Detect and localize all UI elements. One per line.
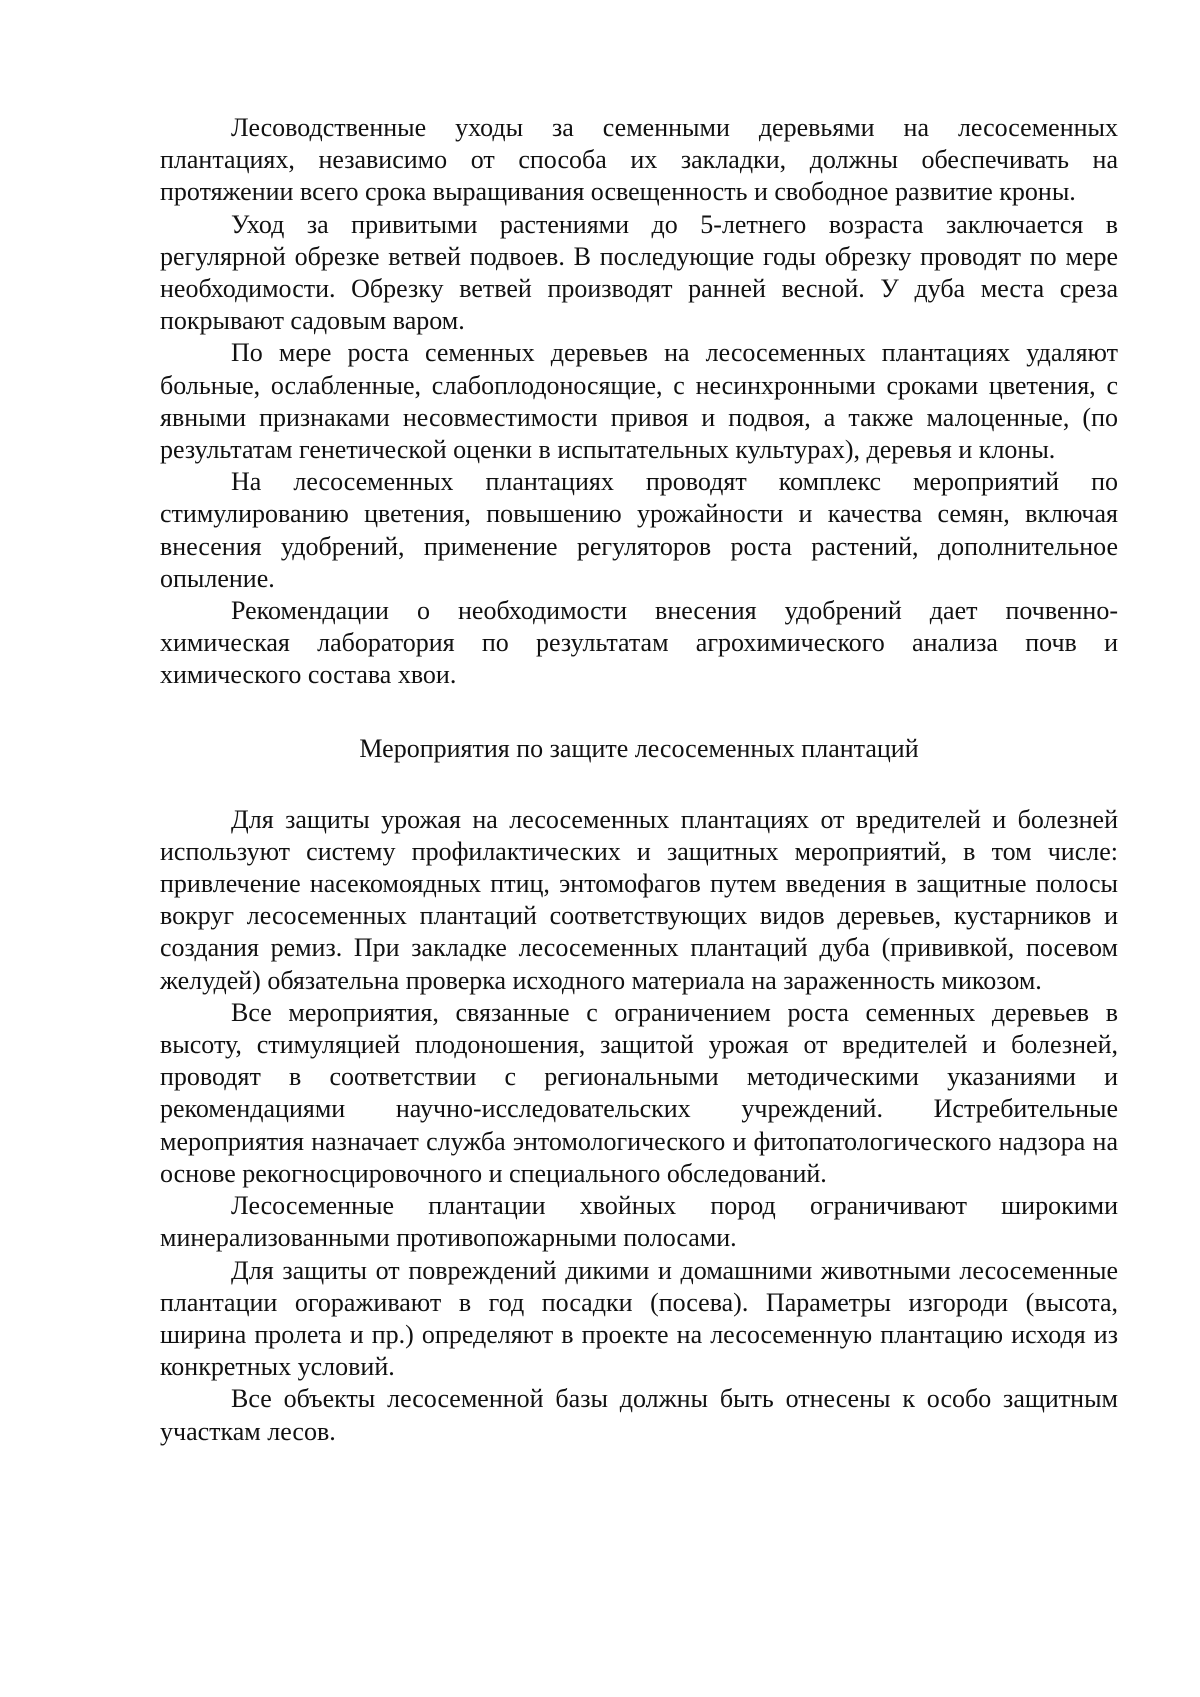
paragraph-fertilizer-recommendations: Рекомендации о необходимости внесения удобрений дает почвенно-химическая лаборатория по результатам агрохимического анализа почв и химического состава хвои. xyxy=(160,596,1118,690)
paragraph-flowering-stimulation: На лесосеменных плантациях проводят комплекс мероприятий по стимулированию цветения, повышению урожайности и качества семян, включая внесения удобрений, применение регуляторов роста растений, дополнительное опыление. xyxy=(160,467,1118,593)
paragraph-grafted-plant-care: Уход за привитыми растениями до 5-летнего возраста заключается в регулярной обрезке ветвей подвоев. В последующие годы обрезку проводят по мере необходимости. Обрезку ветвей производят ранней весной. У дуба места среза покрывают садовым варом. xyxy=(160,209,1118,336)
paragraph-fire-strips: Лесосеменные плантации хвойных пород ограничивают широкими минерализованными противопожарными полосами. xyxy=(160,1191,1118,1253)
paragraph-fencing: Для защиты от повреждений дикими и домашними животными лесосеменные плантации огораживают в год посадки (посева). Параметры изгороди (высота, ширина пролета и пр.) определяют в проекте на лесосеменную плантацию исходя из конкретных условий. xyxy=(160,1255,1118,1382)
document-page xyxy=(160,112,1118,1448)
paragraph-tree-removal: По мере роста семенных деревьев на лесосеменных плантациях удаляют больные, ослабленные, слабоплодоносящие, с несинхронными сроками цветения, с явными признаками несовместимости привоя и подвоя, а также малоценные, (по результатам генетической оценки в испытательных культурах), деревья и клоны. xyxy=(160,338,1118,465)
paragraph-regional-guidelines: Все мероприятия, связанные с ограничением роста семенных деревьев в высоту, стимуляцией плодоношения, защитой урожая от вредителей и болезней, проводят в соответствии с региональными методическими указаниями и рекомендациями научно-исследовательских учреждений. Истребительные мероприятия назначает служба энтомологического и фитопатологического надзора на основе рекогносцировочного и специального обследований. xyxy=(160,997,1118,1188)
paragraph-pest-protection: Для защиты урожая на лесосеменных плантациях от вредителей и болезней используют систему профилактических и защитных мероприятий, в том числе: привлечение насекомоядных птиц, энтомофагов путем введения в защитные полосы вокруг лесосеменных плантаций соответствующих видов деревьев, кустарников и создания ремиз. При закладке лесосеменных плантаций дуба (прививкой, посевом желудей) обязательна проверка исходного материала на зараженность микозом. xyxy=(160,804,1118,995)
section-heading: Мероприятия по защите лесосеменных плантаций xyxy=(359,733,919,763)
paragraph-seed-tree-care: Лесоводственные уходы за семенными деревьями на лесосеменных плантациях, независимо от способа их закладки, должны обеспечивать на протяжении всего срока выращивания освещенность и свободное развитие кроны. xyxy=(160,113,1118,207)
paragraph-protected-areas: Все объекты лесосеменной базы должны быть отнесены к особо защитным участкам лесов. xyxy=(160,1384,1118,1446)
